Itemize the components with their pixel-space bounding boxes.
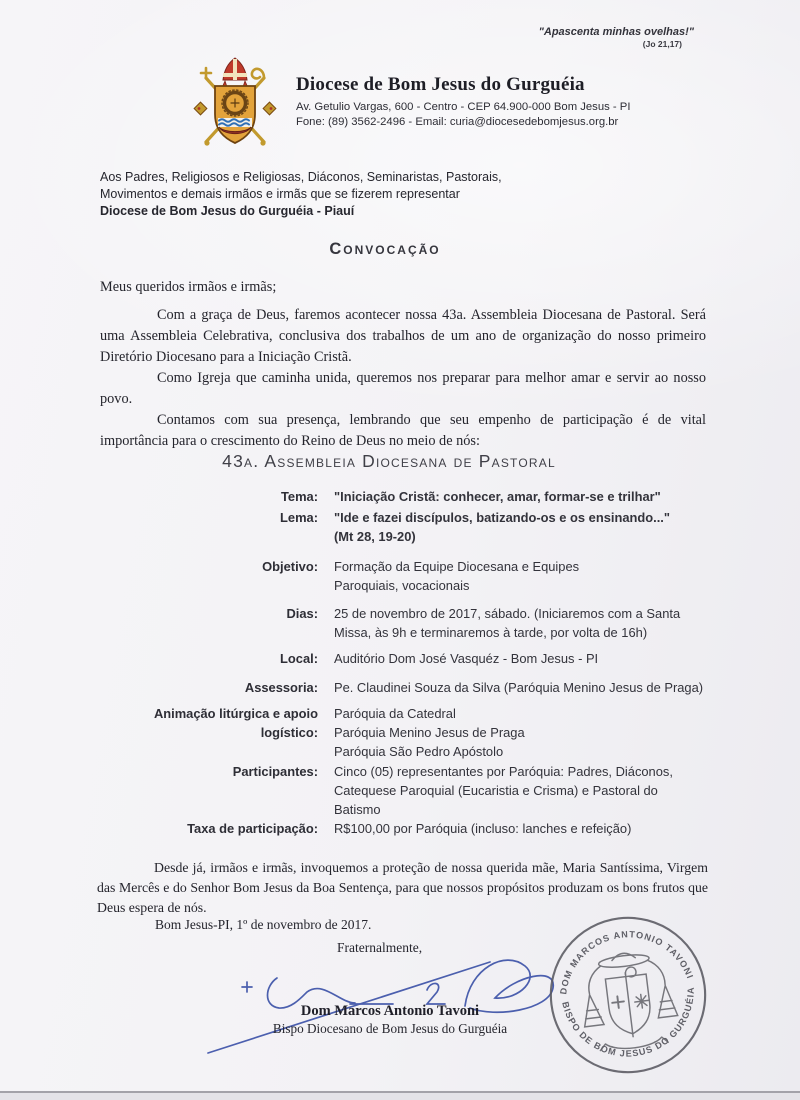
spec-value: "Iniciação Cristã: conhecer, amar, formar-se e trilhar" — [334, 489, 661, 504]
spec-value: 25 de novembro de 2017, sábado. (Iniciaremos com a Santa Missa, às 9h e terminaremos à tarde, por volta de 16h) — [334, 605, 681, 640]
spec-label: Local: — [280, 650, 318, 666]
stamp-top-text: DOM MARCOS ANTONIO TAVONI — [558, 929, 696, 996]
spec-row-objetivo — [100, 558, 700, 596]
spec-row-participantes — [100, 763, 700, 820]
spec-label: Taxa de participação: — [187, 820, 318, 836]
spec-value: Cinco (05) representantes por Paróquia: Padres, Diáconos, Catequese Paroquial (Eucaristia e Crisma) e Pastoral do Batismo — [334, 763, 673, 817]
stamp-bottom-text: BISPO DE BOM JESUS DO GURGUÉIA — [560, 986, 696, 1059]
spec-value: "Ide e fazei discípulos, batizando-os e os ensinando..." (Mt 28, 19-20) — [334, 509, 670, 544]
diocese-name: Diocese de Bom Jesus do Gurguéia — [296, 74, 585, 95]
greeting: Meus queridos irmãos e irmãs; — [100, 279, 277, 295]
spec-row-tema — [100, 488, 700, 507]
spec-value: Auditório Dom José Vasquéz - Bom Jesus - PI — [334, 650, 599, 666]
assembly-heading: 43a. Assembleia Diocesana de Pastoral — [222, 451, 556, 471]
complimentary-close: Fraternalmente, — [337, 940, 423, 955]
signer-name: Dom Marcos Antonio Tavoni — [300, 1003, 480, 1019]
spec-label: Dias: — [286, 605, 318, 621]
document-title: Convocação — [329, 240, 441, 258]
letter-body — [100, 277, 706, 452]
addressee-line: Aos Padres, Religiosos e Religiosas, Diáconos, Seminaristas, Pastorais, — [100, 170, 502, 184]
spec-label: Lema: — [280, 509, 318, 525]
scripture-quote — [539, 26, 694, 49]
spec-label: Objetivo: — [262, 558, 318, 574]
spec-label: Assessoria: — [244, 679, 318, 695]
body-paragraph: Como Igreja que caminha unida, queremos nos preparar para melhor amar e servir ao nosso povo. — [100, 370, 706, 408]
scan-page-edge — [0, 1091, 800, 1100]
letterhead — [296, 74, 736, 130]
spec-value: Formação da Equipe Diocesana e Equipes Paroquiais, vocacionais — [334, 558, 580, 593]
closing-paragraph: Desde já, irmãos e irmãs, invoquemos a proteção de nossa querida mãe, Maria Santíssima, Virgem das Mercês e do Senhor Bom Jesus da Boa Sentença, para que nossos propósitos produzam os bons frutos que Deus espera de nós. — [97, 860, 708, 915]
spec-label: Animação litúrgica e apoio logístico: — [153, 705, 318, 740]
diocese-address: Av. Getulio Vargas, 600 - Centro - CEP 64.900-000 Bom Jesus - PI — [296, 101, 631, 113]
spec-value: Pe. Claudinei Souza da Silva (Paróquia Menino Jesus de Praga) — [334, 679, 704, 695]
assembly-details — [100, 488, 704, 839]
addressee-block — [100, 169, 502, 219]
spec-label: Participantes: — [232, 763, 318, 779]
spec-row-assessoria — [100, 679, 704, 698]
bishop-seal-stamp — [536, 903, 721, 1088]
spec-row-lema — [100, 509, 700, 547]
quote-reference: (Jo 21,17) — [642, 39, 682, 49]
spec-value: R$100,00 por Paróquia (incluso: lanches e refeição) — [334, 820, 632, 836]
spec-row-taxa — [100, 820, 700, 839]
dateline: Bom Jesus-PI, 1º de novembro de 2017. — [155, 917, 372, 932]
spec-row-local — [100, 650, 700, 669]
spec-value: Paróquia da Catedral Paróquia Menino Jesus de Praga Paróquia São Pedro Apóstolo — [334, 705, 525, 759]
diocese-contact: Fone: (89) 3562-2496 - Email: curia@diocesedebomjesus.org.br — [296, 116, 619, 129]
addressee-diocese: Diocese de Bom Jesus do Gurguéia - Piauí — [100, 203, 355, 218]
spec-row-dias — [100, 605, 700, 643]
spec-label: Tema: — [280, 489, 318, 504]
quote-text: "Apascenta minhas ovelhas!" — [538, 26, 694, 38]
body-paragraph: Com a graça de Deus, faremos acontecer nossa 43a. Assembleia Diocesana de Pastoral. Será uma Assembleia Celebrativa, conclusiva dos trabalhos de um ano de organização do nosso primeiro Diretório Diocesano para a Iniciação Cristã. — [100, 307, 706, 366]
signer-role: Bispo Diocesano de Bom Jesus do Gurguéia — [272, 1021, 508, 1036]
body-paragraph: Contamos com sua presença, lembrando que seu empenho de participação é de vital importância para o crescimento do Reino de Deus no meio de nós: — [100, 412, 706, 450]
addressee-line: Movimentos e demais irmãos e irmãs que se fizerem representar — [100, 186, 460, 201]
spec-row-animacao — [100, 705, 700, 762]
diocese-coat-of-arms-logo — [192, 56, 278, 158]
